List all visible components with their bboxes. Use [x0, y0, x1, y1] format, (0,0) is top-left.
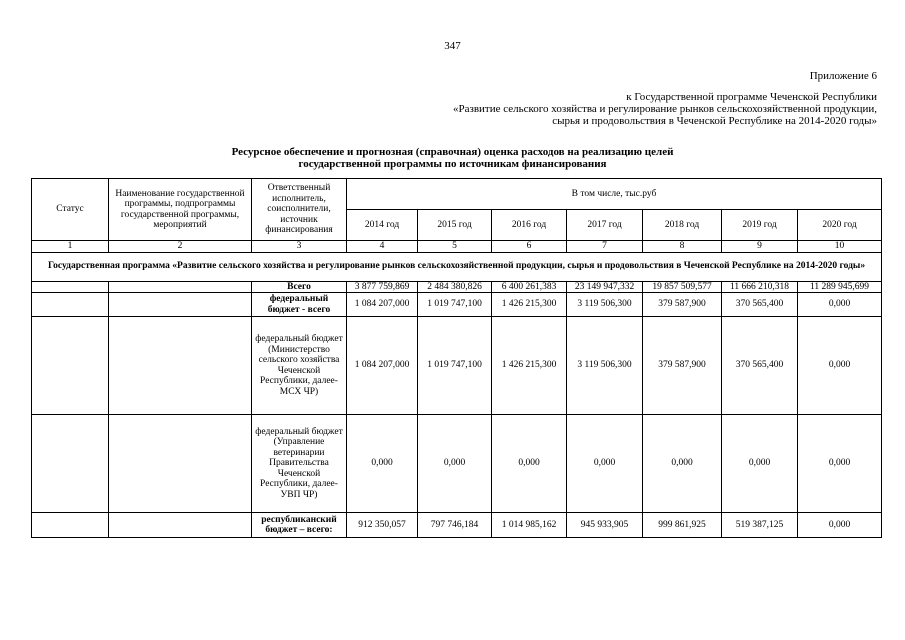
column-number-row	[32, 241, 882, 253]
status-cell	[32, 293, 109, 317]
name-cell	[109, 293, 252, 317]
document-title-line-1: Ресурсное обеспечение и прогнозная (справочная) оценка расходов на реализацию целей	[231, 146, 674, 158]
value-cell: 0,000	[722, 415, 798, 513]
value-cell: 1 084 207,000	[347, 317, 418, 415]
source-cell: Всего	[252, 281, 347, 293]
header-row	[32, 179, 882, 210]
table-row	[32, 513, 882, 538]
value-cell: 370 565,400	[722, 317, 798, 415]
header-year: 2016 год	[492, 210, 567, 241]
value-cell: 1 084 207,000	[347, 293, 418, 317]
value-cell: 0,000	[347, 415, 418, 513]
column-number: 9	[722, 241, 798, 253]
table-row	[32, 293, 882, 317]
value-cell: 0,000	[798, 293, 882, 317]
source-cell: республиканский бюджет – всего:	[252, 513, 347, 538]
header-year: 2017 год	[567, 210, 643, 241]
program-title: Государственная программа «Развитие сельского хозяйства и регулирование рынков сельскохозяйственной продукции, сырья и продовольствия в Чеченской Республике на 2014-2020 годы»	[32, 252, 882, 281]
value-cell: 0,000	[492, 415, 567, 513]
column-number: 1	[32, 241, 109, 253]
value-cell: 11 289 945,699	[798, 281, 882, 293]
header-group: В том числе, тыс.руб	[347, 179, 882, 210]
header-year: 2020 год	[798, 210, 882, 241]
table-row	[32, 317, 882, 415]
column-number: 8	[643, 241, 722, 253]
value-cell: 1 426 215,300	[492, 317, 567, 415]
column-number: 7	[567, 241, 643, 253]
column-number: 4	[347, 241, 418, 253]
value-cell: 370 565,400	[722, 293, 798, 317]
value-cell: 999 861,925	[643, 513, 722, 538]
value-cell: 19 857 509,577	[643, 281, 722, 293]
column-number: 6	[492, 241, 567, 253]
value-cell: 2 484 380,826	[418, 281, 492, 293]
name-cell	[109, 281, 252, 293]
header-status: Статус	[32, 179, 109, 241]
page-number: 347	[444, 40, 461, 52]
value-cell: 1 426 215,300	[492, 293, 567, 317]
value-cell: 945 933,905	[567, 513, 643, 538]
appendix-line-3: сырья и продовольствия в Чеченской Республике на 2014-2020 годы»	[552, 115, 877, 127]
appendix-line-1: к Государственной программе Чеченской Республики	[626, 91, 877, 103]
source-cell: федеральный бюджет (Управление ветеринарии Правительства Чеченской Республики, далее-УВП ЧР)	[252, 415, 347, 513]
column-number: 5	[418, 241, 492, 253]
value-cell: 0,000	[418, 415, 492, 513]
value-cell: 6 400 261,383	[492, 281, 567, 293]
value-cell: 23 149 947,332	[567, 281, 643, 293]
status-cell	[32, 415, 109, 513]
document-title-line-2: государственной программы по источникам финансирования	[298, 158, 607, 170]
source-cell: федеральный бюджет - всего	[252, 293, 347, 317]
value-cell: 379 587,900	[643, 317, 722, 415]
status-cell	[32, 513, 109, 538]
value-cell: 912 350,057	[347, 513, 418, 538]
header-year: 2015 год	[418, 210, 492, 241]
value-cell: 519 387,125	[722, 513, 798, 538]
table-row	[32, 281, 882, 293]
funding-table	[31, 178, 882, 538]
value-cell: 797 746,184	[418, 513, 492, 538]
name-cell	[109, 415, 252, 513]
status-cell	[32, 281, 109, 293]
value-cell: 0,000	[798, 317, 882, 415]
column-number: 3	[252, 241, 347, 253]
header-year: 2019 год	[722, 210, 798, 241]
appendix-label: Приложение 6	[809, 70, 877, 82]
status-cell	[32, 317, 109, 415]
value-cell: 3 119 506,300	[567, 317, 643, 415]
value-cell: 1 019 747,100	[418, 317, 492, 415]
header-executor: Ответственный исполнитель, соисполнители, источник финансирования	[252, 179, 347, 241]
value-cell: 0,000	[798, 415, 882, 513]
value-cell: 0,000	[567, 415, 643, 513]
name-cell	[109, 317, 252, 415]
header-year: 2014 год	[347, 210, 418, 241]
value-cell: 1 019 747,100	[418, 293, 492, 317]
name-cell	[109, 513, 252, 538]
value-cell: 0,000	[798, 513, 882, 538]
header-year: 2018 год	[643, 210, 722, 241]
value-cell: 1 014 985,162	[492, 513, 567, 538]
appendix-line-2: «Развитие сельского хозяйства и регулирование рынков сельскохозяйственной продукции,	[452, 103, 877, 115]
program-title-row	[32, 252, 882, 281]
value-cell: 3 877 759,869	[347, 281, 418, 293]
value-cell: 11 666 210,318	[722, 281, 798, 293]
value-cell: 3 119 506,300	[567, 293, 643, 317]
document-title	[0, 146, 905, 170]
value-cell: 379 587,900	[643, 293, 722, 317]
value-cell: 0,000	[643, 415, 722, 513]
column-number: 10	[798, 241, 882, 253]
source-cell: федеральный бюджет (Министерство сельского хозяйства Чеченской Республики, далее-МСХ ЧР)	[252, 317, 347, 415]
header-name: Наименование государственной программы, подпрограммы государственной программы, мероприятий	[109, 179, 252, 241]
column-number: 2	[109, 241, 252, 253]
table-row	[32, 415, 882, 513]
